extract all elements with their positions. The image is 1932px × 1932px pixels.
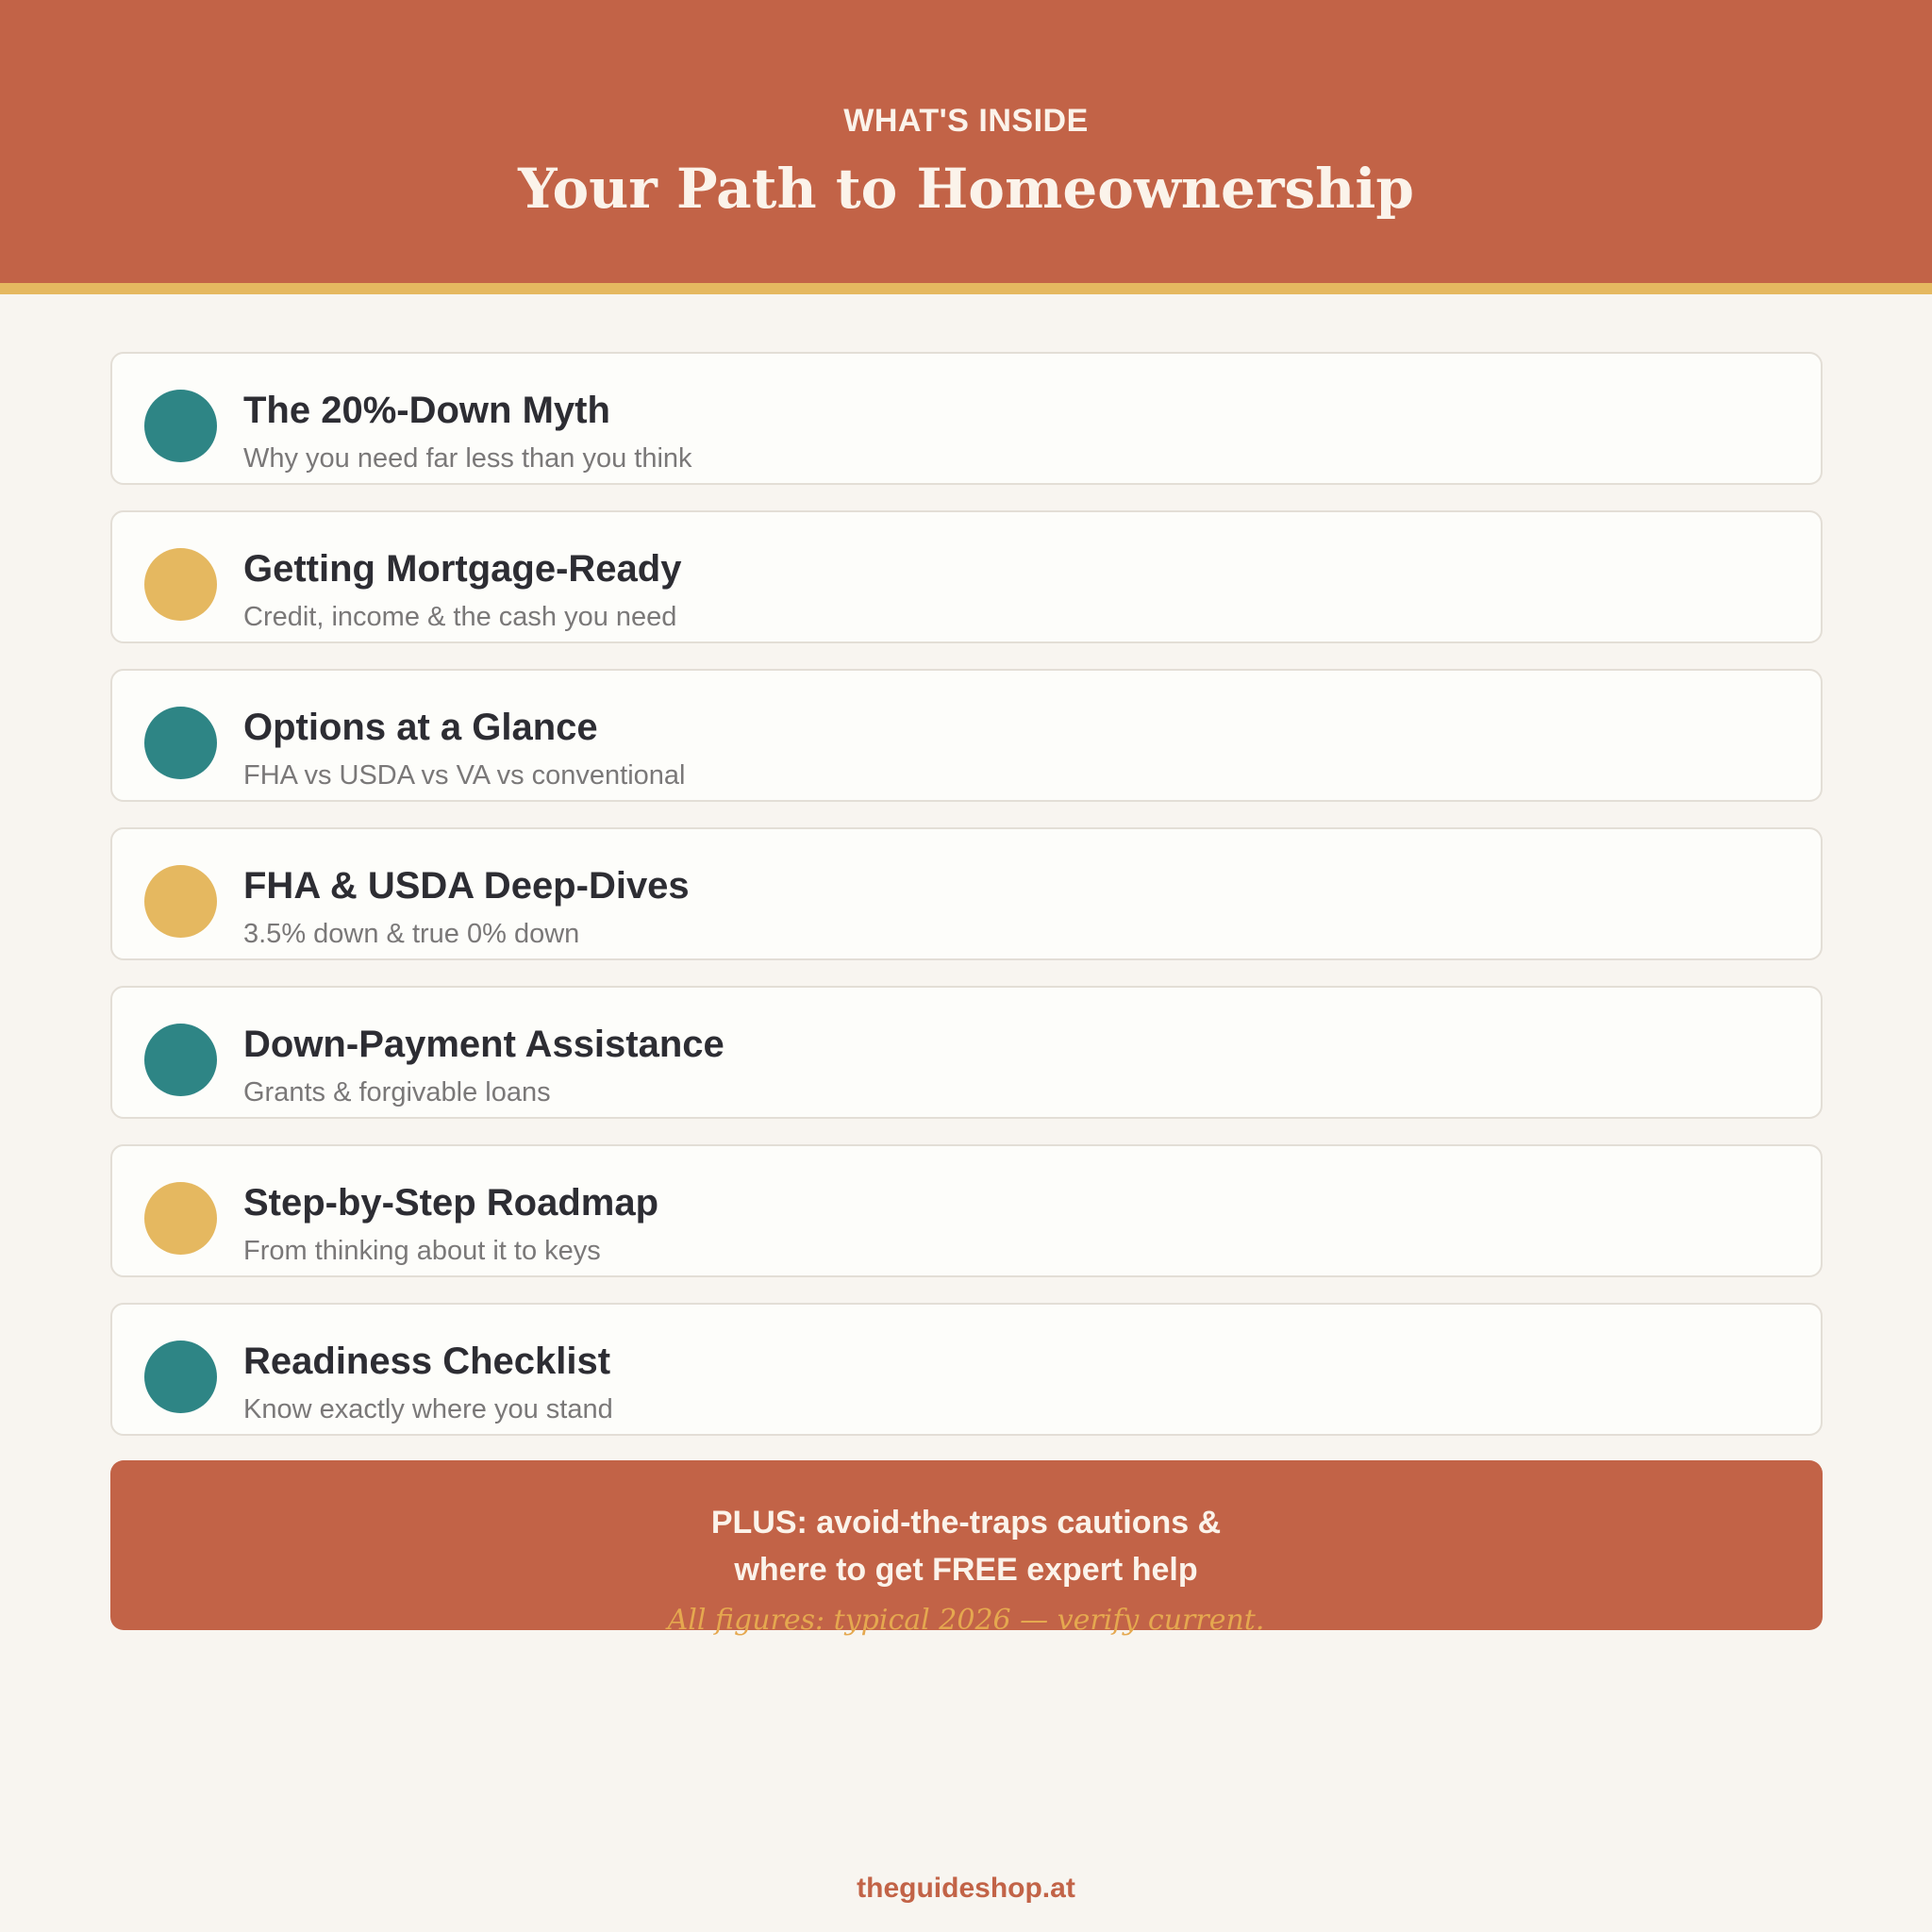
list-item (110, 1144, 1823, 1277)
item-subtitle: From thinking about it to keys (243, 1236, 601, 1266)
item-title: The 20%-Down Myth (243, 390, 610, 431)
item-title: Options at a Glance (243, 707, 598, 748)
item-title: Step-by-Step Roadmap (243, 1182, 659, 1224)
list-item (110, 986, 1823, 1119)
bullet-dot-icon (144, 548, 217, 621)
item-subtitle: FHA vs USDA vs VA vs conventional (243, 760, 686, 791)
item-title: FHA & USDA Deep-Dives (243, 865, 690, 907)
eyebrow-label: WHAT'S INSIDE (843, 103, 1089, 139)
list-item (110, 827, 1823, 960)
bullet-dot-icon (144, 865, 217, 938)
plus-line-1: PLUS: avoid-the-traps cautions & (710, 1505, 1222, 1541)
item-subtitle: Grants & forgivable loans (243, 1077, 551, 1108)
item-title: Getting Mortgage-Ready (243, 548, 682, 590)
list-item (110, 510, 1823, 643)
figures-note: All figures: typical 2026 — verify current. (667, 1604, 1265, 1637)
item-title: Down-Payment Assistance (243, 1024, 724, 1065)
item-subtitle: 3.5% down & true 0% down (243, 919, 580, 949)
bullet-dot-icon (144, 390, 217, 462)
item-subtitle: Credit, income & the cash you need (243, 602, 677, 632)
plus-line-2: where to get FREE expert help (734, 1552, 1198, 1588)
item-title: Readiness Checklist (243, 1341, 611, 1382)
list-item (110, 352, 1823, 485)
page-title: Your Path to Homeownership (518, 157, 1414, 221)
bullet-dot-icon (144, 1341, 217, 1413)
footer-site-link[interactable]: theguideshop.at (857, 1873, 1075, 1904)
list-item (110, 669, 1823, 802)
bullet-dot-icon (144, 1024, 217, 1096)
item-subtitle: Know exactly where you stand (243, 1394, 613, 1424)
bullet-dot-icon (144, 707, 217, 779)
bullet-dot-icon (144, 1182, 217, 1255)
list-item (110, 1303, 1823, 1436)
header-divider (0, 283, 1932, 294)
item-subtitle: Why you need far less than you think (243, 443, 692, 474)
header-banner (0, 0, 1932, 283)
